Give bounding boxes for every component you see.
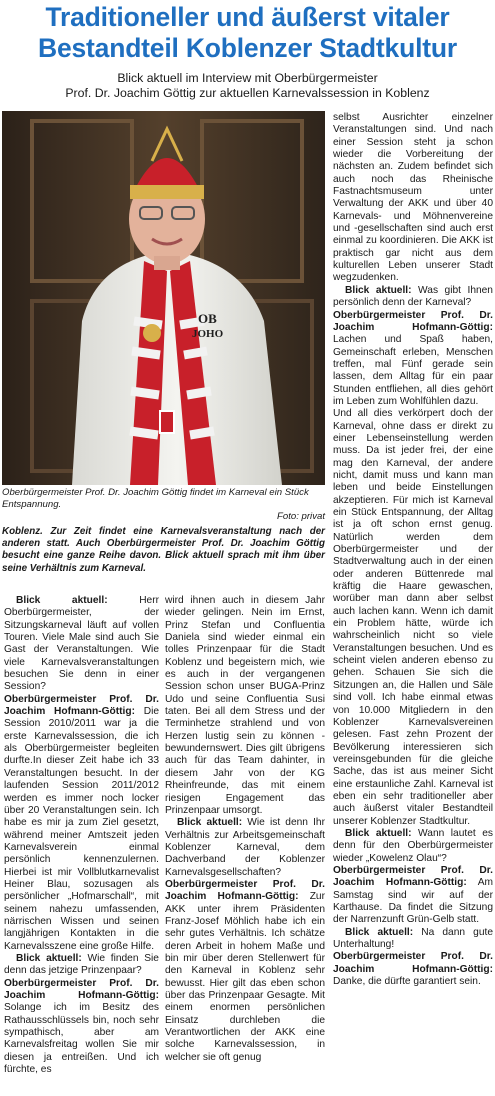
article-column-1 — [4, 595, 159, 1076]
article-paragraph — [333, 408, 493, 828]
paragraph-text: Am Samstag sind wir auf der Karthause. Da findet die Sitzung der Narrenzunft Grün-Gelb statt. — [333, 877, 493, 926]
subhead-line-2: Prof. Dr. Joachim Göttig zur aktuellen Karnevalssession in Koblenz — [65, 86, 430, 100]
paragraph-text: wird ihnen auch in diesem Jahr wieder gelingen. Nein im Ernst, Prinz Stefan und Confluentia Daniela sind wieder einmal ein tolles Prinzenpaar für die Stadt Koblenz und begeistern mich, wie es auch in der vergangenen Session schon unser BUGA-Prinz Udo und seine Confluentia Susi taten. Bei all dem Stress und der Terminhetze strahlend und von Herzen lustig sein zu können - bewundernswert. Dies gilt übrigens auch für das Team dahinter, in diesem Jahr von der KG Rheinfreunde, das mit einem riesigen Engagement das Prinzenpaar umsorgt. — [165, 595, 325, 816]
paragraph-text: Die Session 2010/2011 war ja die erste Karnevalssession, die ich als Oberbürgermeister begleiten durfte.In dieser Zeit habe ich 33 Veranstaltungen besucht. In der laufenden Session 2011/2012 werden es immer noch locker über 20 Veranstaltungen sein. Ich habe es mir ja zum Ziel gesetzt, während meiner Amtszeit jeden Karnevalsverein einmal persönlich kennenzulernen. Hierbei ist mir Vollblutkarnevalist Heiner Blau, sozusagen als persönlicher „Hofmarschall“, mit seinem nahezu umfassenden, närrischen Wissen und seinen langjährigen Kontakten in die Karnevalsszene eine große Hilfe. — [4, 706, 159, 952]
article-paragraph — [4, 595, 159, 694]
article-column-3 — [333, 112, 493, 988]
article-lead: Koblenz. Zur Zeit findet eine Karnevalsveranstaltung nach der anderen statt. Auch Oberbürgermeister Prof. Dr. Joachim Göttig besucht eine ganze Reihe davon. Blick aktuell sprach mit ihm über seine Verhältnis zum Karneval. — [2, 526, 325, 574]
subhead-line-1: Blick aktuell im Interview mit Oberbürgermeister — [117, 71, 378, 85]
article-paragraph — [333, 310, 493, 409]
article-paragraph — [4, 694, 159, 953]
article-paragraph — [333, 951, 493, 988]
article-paragraph — [333, 112, 493, 285]
speaker-label: Oberbürgermeister Prof. Dr. Joachim Hofmann-Göttig: — [165, 878, 325, 903]
article-paragraph — [333, 927, 493, 952]
speaker-label: Oberbürgermeister Prof. Dr. Joachim Hofmann-Göttig: — [4, 977, 159, 1001]
paragraph-text: Wie finden Sie denn das jetzige Prinzenpaar? — [4, 952, 159, 977]
article-headline — [0, 2, 495, 64]
photo-credit: Foto: privat — [277, 511, 325, 522]
speaker-label: Oberbürgermeister Prof. Dr. Joachim Hofmann-Göttig: — [333, 864, 493, 889]
caption-text: Oberbürgermeister Prof. Dr. Joachim Göttig findet im Karneval ein Stück Entspannung. — [2, 487, 309, 510]
interviewer-label: Blick aktuell: — [345, 926, 414, 938]
paragraph-text: Na dann gute Unterhaltung! — [333, 926, 493, 951]
mayor-photo — [2, 111, 325, 485]
paragraph-text: selbst Ausrichter einzelner Veranstaltungen sind. Und nach einer Session steht ja schon wieder die Vorbereitung der nächsten an. Zudem befindet sich auch noch das Rheinische Fastnachtsmuseum unter Verwaltung der AKK und über 40 Karnevals- und Möhnenvereine und -gesellschaften sind auch erst einmal zu koordinieren. Die AKK ist praktisch gar nicht aus dem kulturellen Leben unserer Stadt wegzudenken. — [333, 112, 493, 284]
scarf-text-2: JOHO — [192, 328, 224, 340]
article-paragraph — [333, 828, 493, 865]
speaker-label: Oberbürgermeister Prof. Dr. Joachim Hofmann-Göttig: — [333, 309, 493, 333]
article-column-2 — [165, 595, 325, 1064]
paragraph-text: Zur AKK unter ihrem Präsidenten Franz-Josef Möhlich habe ich ein sehr gutes Verhältnis. Ich schätze deren Arbeit in hohem Maße und bin mir über deren Stellenwert für den Karneval in Koblenz sehr bewusst. Hier gilt das eben schon über das Prinzenpaar Gesagte. Mit einem enormen persönlichen Einsatz durchleben die Verantwortlichen der AKK eine solche Karnevalssession, in welcher sie oft genug — [165, 891, 325, 1063]
article-paragraph — [165, 817, 325, 879]
paragraph-text: Wie ist denn Ihr Verhältnis zur Arbeitsgemeinschaft Koblenzer Karneval, dem Dachverband der Koblenzer Karnevalsgesellschaften? — [165, 817, 325, 878]
interviewer-label: Blick aktuell: — [345, 827, 412, 839]
headline-line-1: Traditioneller und äußerst vitaler — [45, 2, 450, 32]
article-subheadline — [0, 71, 495, 101]
paragraph-text: Und all dies verkörpert doch der Karneval, ohne dass er direkt zu einer Lebenseinstellung werden muss. Da ist jeder frei, der eine mag den Karneval, der andere nicht, damit muss und kann man leben und beide Einstellungen akzeptieren. Für mich ist Karneval ein Stück Entspannung, der Alltag ist ja oft schon ernst genug. Natürlich werden dem Oberbürgermeister und der Stadtverwaltung auch in der einen oder anderen Büttenrede mal kräftig die Haare gewaschen, worüber man dann aber selbst auch lachen kann. Wenn ich damit ein Problem hätte, würde ich wahrscheinlich nicht so viele Veranstaltungen besuchen. Und es scheint vielen anderen ebenso zu gehen. Schauen Sie sich die Sitzungen an, die Hallen und Säle sind voll. Ich habe einmal etwas von 10.000 Mitgliedern in den Koblenzer Karnevalsvereinen gelesen. Fast zehn Prozent der Bevölkerung interessieren sich vereinsgebunden für die gleiche Sache, das ist aus meiner Sicht eine erstaunliche Zahl. Karneval ist eben ein sehr traditioneller aber auch äußerst vitaler Bestandteil unserer Koblenzer Stadtkultur. — [333, 408, 493, 827]
paragraph-text: Solange ich im Besitz des Rathausschlüssels bin, noch sehr sympathisch, aber am Karnevalsfreitag wollen Sie mir diesen ja entreißen. Und ich fürchte, es — [4, 1002, 159, 1076]
headline-line-2: Bestandteil Koblenzer Stadtkultur — [38, 33, 457, 63]
photo-caption — [2, 487, 325, 523]
paragraph-text: Lachen und Spaß haben, Gemeinschaft erleben, Menschen treffen, mal Fünf gerade sein lassen, dem Alltag für ein paar Stunden entfliehen, all dies gehört im Leben zum Wohlfühlen dazu. — [333, 334, 493, 407]
article-paragraph — [165, 879, 325, 1064]
article-paragraph — [165, 595, 325, 817]
article-paragraph — [333, 865, 493, 927]
speaker-label: Oberbürgermeister Prof. Dr. Joachim Hofmann-Göttig: — [4, 693, 159, 718]
scarf-text-1: OB — [198, 311, 217, 326]
mayor-photo-illustration — [2, 111, 325, 485]
interviewer-label: Blick aktuell: — [177, 817, 243, 829]
interviewer-label: Blick aktuell: — [345, 284, 412, 296]
article-paragraph — [4, 978, 159, 1077]
interviewer-label: Blick aktuell: — [16, 595, 108, 606]
paragraph-text: Wann lautet es denn für den Oberbürgermeister wieder „Kowelenz Olau“? — [333, 827, 493, 864]
paragraph-text: Danke, die dürfte garantiert sein. — [333, 976, 481, 988]
interviewer-label: Blick aktuell: — [16, 952, 82, 964]
paragraph-text: Herr Oberbürgermeister, der Sitzungskarneval läuft auf vollen Touren. Viele Male sind auch Sie Gast der Veranstaltungen. Wie viele Karnevalsveranstaltungen besuchen Sie denn in einer Session? — [4, 595, 159, 693]
article-paragraph — [4, 953, 159, 978]
speaker-label: Oberbürgermeister Prof. Dr. Joachim Hofmann-Göttig: — [333, 951, 493, 975]
article-paragraph — [333, 285, 493, 310]
paragraph-text: Was gibt Ihnen persönlich denn der Karneval? — [333, 284, 493, 309]
